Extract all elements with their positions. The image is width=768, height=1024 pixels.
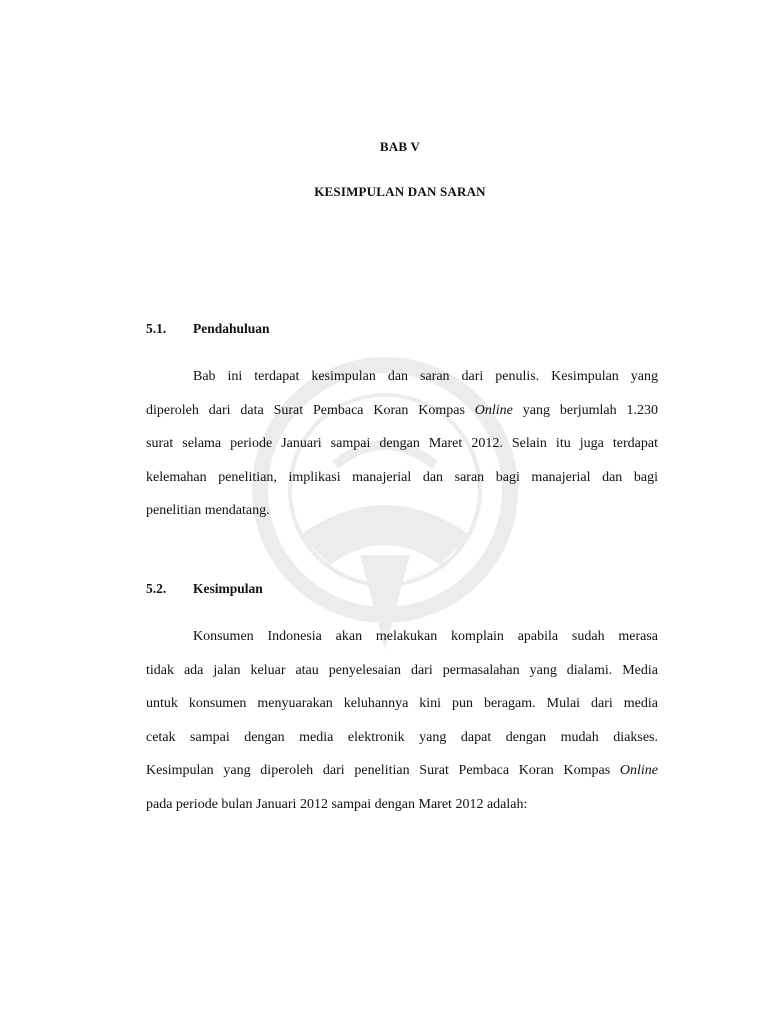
paragraph-line: Kesimpulan yang diperoleh dari penelitian Surat Pembaca Koran Kompas Online [146,763,658,779]
paragraph-line: diperoleh dari data Surat Pembaca Koran Kompas Online yang berjumlah 1.230 [146,402,658,418]
paragraph-line: untuk konsumen menyuarakan keluhannya kini pun beragam. Mulai dari media [146,696,658,712]
section-number: 5.2. [146,581,167,596]
section-title: Pendahuluan [193,321,270,336]
paragraph-kesimpulan [146,620,658,822]
chapter-title: KESIMPULAN DAN SARAN [314,184,486,199]
paragraph-line: surat selama periode Januari sampai dengan Maret 2012. Selain itu juga terdapat [146,436,658,452]
paragraph-line: Konsumen Indonesia akan melakukan komplain apabila sudah merasa [193,629,658,644]
paragraph-line: penelitian mendatang. [146,503,270,519]
section-title: Kesimpulan [193,581,263,596]
paragraph-line: tidak ada jalan keluar atau penyelesaian dari permasalahan yang dialami. Media [146,662,658,678]
paragraph-line: Bab ini terdapat kesimpulan dan saran dari penulis. Kesimpulan yang [193,369,658,384]
italic-term: Online [619,763,658,779]
paragraph-pendahuluan [146,360,658,528]
section-heading-kesimpulan [146,581,263,597]
paragraph-line: cetak sampai dengan media elektronik yang dapat dengan mudah diakses. [146,729,658,745]
italic-term: Online [474,402,513,418]
paragraph-line: kelemahan penelitian, implikasi manajerial dan saran bagi manajerial dan bagi [146,469,658,485]
section-number: 5.1. [146,321,167,336]
chapter-number: BAB V [379,139,421,154]
section-heading-pendahuluan [146,321,270,337]
paragraph-line: pada periode bulan Januari 2012 sampai dengan Maret 2012 adalah: [146,796,528,812]
